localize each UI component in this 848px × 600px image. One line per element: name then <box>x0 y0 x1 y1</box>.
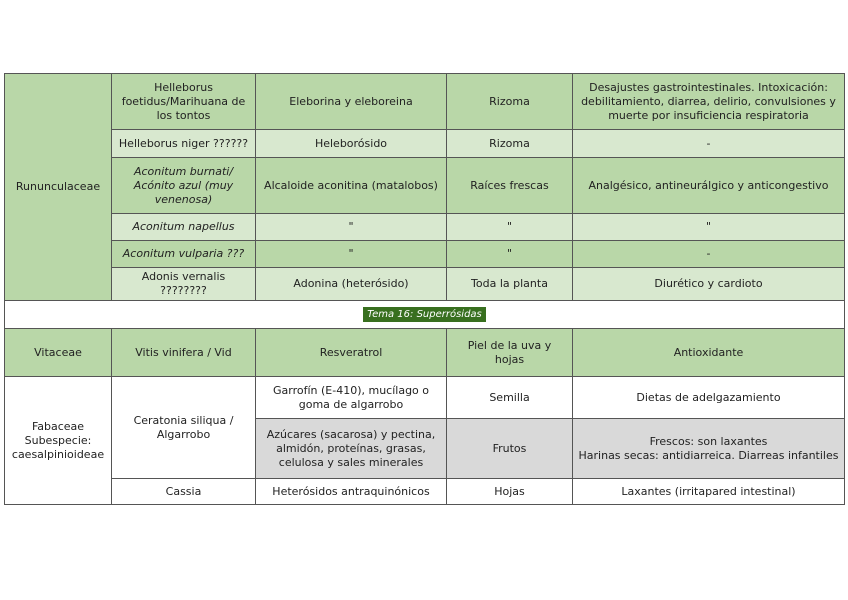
part-cell: Toda la planta <box>447 268 573 301</box>
compound-cell: Garrofín (E-410), mucílago o goma de algarrobo <box>256 377 447 419</box>
table-row <box>5 214 845 241</box>
table-row <box>5 329 845 377</box>
part-cell: Rizoma <box>447 130 573 158</box>
family-cell: Rununculaceae <box>5 74 112 301</box>
part-cell: " <box>447 214 573 241</box>
table-row <box>5 241 845 268</box>
species-cell: Cassia <box>112 479 256 505</box>
compound-cell: Alcaloide aconitina (matalobos) <box>256 158 447 214</box>
use-cell: - <box>573 241 845 268</box>
table-row <box>5 158 845 214</box>
use-cell: Dietas de adelgazamiento <box>573 377 845 419</box>
use-cell <box>573 419 845 479</box>
use-line: Harinas secas: antidiarreica. Diarreas infantiles <box>578 448 839 462</box>
species-cell: Aconitum vulparia ??? <box>112 241 256 268</box>
table-row <box>5 268 845 301</box>
section-row <box>5 301 845 329</box>
compound-cell: Heterósidos antraquinónicos <box>256 479 447 505</box>
compound-cell: Heleborósido <box>256 130 447 158</box>
table-row <box>5 377 845 419</box>
family-cell: Fabaceae Subespecie: caesalpinioideae <box>5 377 112 505</box>
family-cell: Vitaceae <box>5 329 112 377</box>
part-cell: " <box>447 241 573 268</box>
use-cell: Desajustes gastrointestinales. Intoxicación: debilitamiento, diarrea, delirio, convulsiones y muerte por insuficiencia respiratoria <box>573 74 845 130</box>
compound-cell: Resveratrol <box>256 329 447 377</box>
compound-cell: " <box>256 241 447 268</box>
species-cell: Adonis vernalis ???????? <box>112 268 256 301</box>
species-cell: Ceratonia siliqua / Algarrobo <box>112 377 256 479</box>
table-row <box>5 74 845 130</box>
use-cell: Laxantes (irritapared intestinal) <box>573 479 845 505</box>
compound-cell: Adonina (heterósido) <box>256 268 447 301</box>
use-cell: " <box>573 214 845 241</box>
species-cell: Helleborus niger ?????? <box>112 130 256 158</box>
part-cell: Piel de la uva y hojas <box>447 329 573 377</box>
use-cell: Diurético y cardioto <box>573 268 845 301</box>
part-cell: Rizoma <box>447 74 573 130</box>
part-cell: Hojas <box>447 479 573 505</box>
use-cell: - <box>573 130 845 158</box>
table-row <box>5 130 845 158</box>
species-cell: Helleborus foetidus/Marihuana de los tontos <box>112 74 256 130</box>
compound-cell: Azúcares (sacarosa) y pectina, almidón, proteínas, grasas, celulosa y sales minerales <box>256 419 447 479</box>
section-cell <box>5 301 845 329</box>
species-cell: Aconitum burnati/ Acónito azul (muy venenosa) <box>112 158 256 214</box>
compound-cell: Eleborina y eleboreina <box>256 74 447 130</box>
species-cell: Vitis vinifera / Vid <box>112 329 256 377</box>
use-line: Frescos: son laxantes <box>649 434 768 448</box>
compound-cell: " <box>256 214 447 241</box>
section-title: Tema 16: Superrósidas <box>363 307 486 322</box>
plants-table <box>4 73 845 505</box>
part-cell: Raíces frescas <box>447 158 573 214</box>
use-cell: Antioxidante <box>573 329 845 377</box>
use-cell: Analgésico, antineurálgico y anticongestivo <box>573 158 845 214</box>
part-cell: Semilla <box>447 377 573 419</box>
part-cell: Frutos <box>447 419 573 479</box>
species-cell: Aconitum napellus <box>112 214 256 241</box>
table-row <box>5 479 845 505</box>
